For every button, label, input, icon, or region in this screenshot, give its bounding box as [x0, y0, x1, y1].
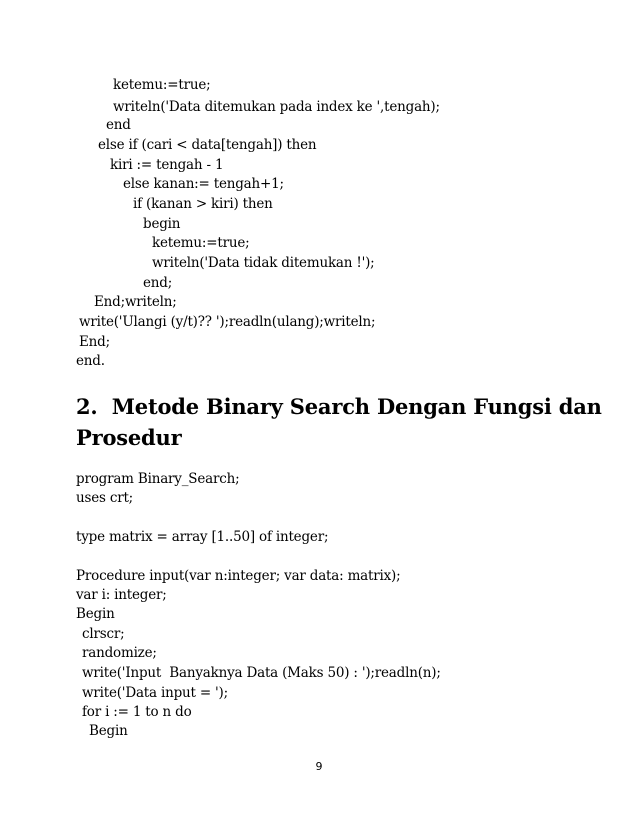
code-line: ketemu:=true; — [152, 235, 250, 251]
code-line: randomize; — [82, 645, 157, 661]
code-line: writeln('Data tidak ditemukan !'); — [152, 255, 375, 271]
section-heading: 2. Metode Binary Search Dengan Fungsi dan — [76, 394, 602, 419]
code-line: for i := 1 to n do — [82, 704, 192, 720]
section-heading-continued: Prosedur — [76, 425, 182, 450]
code-line: End; — [79, 334, 110, 350]
code-line: var i: integer; — [76, 587, 167, 603]
code-line: end. — [76, 353, 105, 369]
code-line: program Binary_Search; — [76, 471, 240, 487]
code-line: Begin — [76, 606, 115, 622]
code-line: End;writeln; — [94, 294, 177, 310]
code-line: write('Input Banyaknya Data (Maks 50) : ');readln(n); — [82, 665, 441, 681]
code-line: uses crt; — [76, 490, 134, 506]
code-line: kiri := tengah - 1 — [110, 157, 224, 173]
code-line: type matrix = array [1..50] of integer; — [76, 529, 329, 545]
code-line: end; — [143, 275, 173, 291]
code-line: writeln('Data ditemukan pada index ke ',tengah); — [113, 99, 440, 115]
code-line: clrscr; — [82, 626, 125, 642]
code-line: Begin — [89, 723, 128, 739]
code-line: else kanan:= tengah+1; — [123, 176, 284, 192]
code-line: ketemu:=true; — [113, 77, 211, 93]
page-number: 9 — [315, 760, 323, 773]
code-line: if (kanan > kiri) then — [133, 196, 273, 212]
code-line: write('Ulangi (y/t)?? ');readln(ulang);writeln; — [79, 314, 376, 330]
code-line: end — [106, 117, 131, 133]
code-line: write('Data input = '); — [82, 685, 228, 701]
code-line: Procedure input(var n:integer; var data: matrix); — [76, 568, 401, 584]
code-line: begin — [143, 216, 181, 232]
code-line: else if (cari < data[tengah]) then — [98, 137, 317, 153]
